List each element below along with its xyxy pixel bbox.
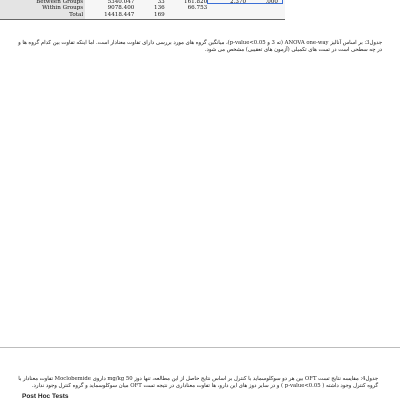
section-heading: Post Hoc Tests (22, 393, 69, 400)
f-cell (210, 5, 252, 12)
sum-of-squares-cell: 5340.047 (85, 0, 137, 5)
table-row-within (0, 5, 285, 12)
mean-square-cell: 66.753 (168, 5, 210, 12)
sig-cell (252, 5, 285, 12)
results-paragraph: جدول4: مقایسه نتایج تست OFT بین هر دو سوکلوسماید با کنترل بر اساس نتایج حاصل از این مطالعه، تنها دوز mg/kg 50 داروی Moclobemide تفاوت معنادار با گروه کنترل وجود داشته ( p-value<0.05 ) و در سایر دوز های این دارو، ها تفاوت معناداری در نتیجه تست OFT میان سوکلوسماید و گروه کنترل وجود ندارد. (18, 376, 378, 390)
row-label: Total (0, 12, 85, 20)
table-caption-paragraph: جدول3: بر اساس آنالیز ANOVA one-way (ته 3 و p-value<0.05)، میانگین گروه های مورد بررسی دارای تفاوت معنادار است. اما اینکه تفاوت بین کدام گروه ها و در چه سطحی است در تست های تکمیلی (آزمون های تعقیبی) مشخص می شود. (18, 40, 382, 54)
table-row-total (0, 12, 285, 20)
f-cell (210, 12, 252, 20)
df-cell: 169 (137, 12, 167, 20)
df-cell: 136 (137, 5, 167, 12)
mean-square-cell: 161.820 (168, 0, 210, 5)
row-label: Between Groups (0, 0, 85, 5)
f-value: 2.370 (229, 0, 246, 5)
sig-cell (252, 12, 285, 20)
row-label: Within Groups (0, 5, 85, 12)
mean-square-cell (168, 12, 210, 20)
page-divider (0, 347, 400, 348)
df-cell: 33 (137, 0, 167, 5)
sum-of-squares-cell: 14418.447 (85, 12, 137, 20)
sig-value: .000 (265, 0, 278, 5)
highlight-box (207, 0, 283, 4)
sum-of-squares-cell: 9078.400 (85, 5, 137, 12)
